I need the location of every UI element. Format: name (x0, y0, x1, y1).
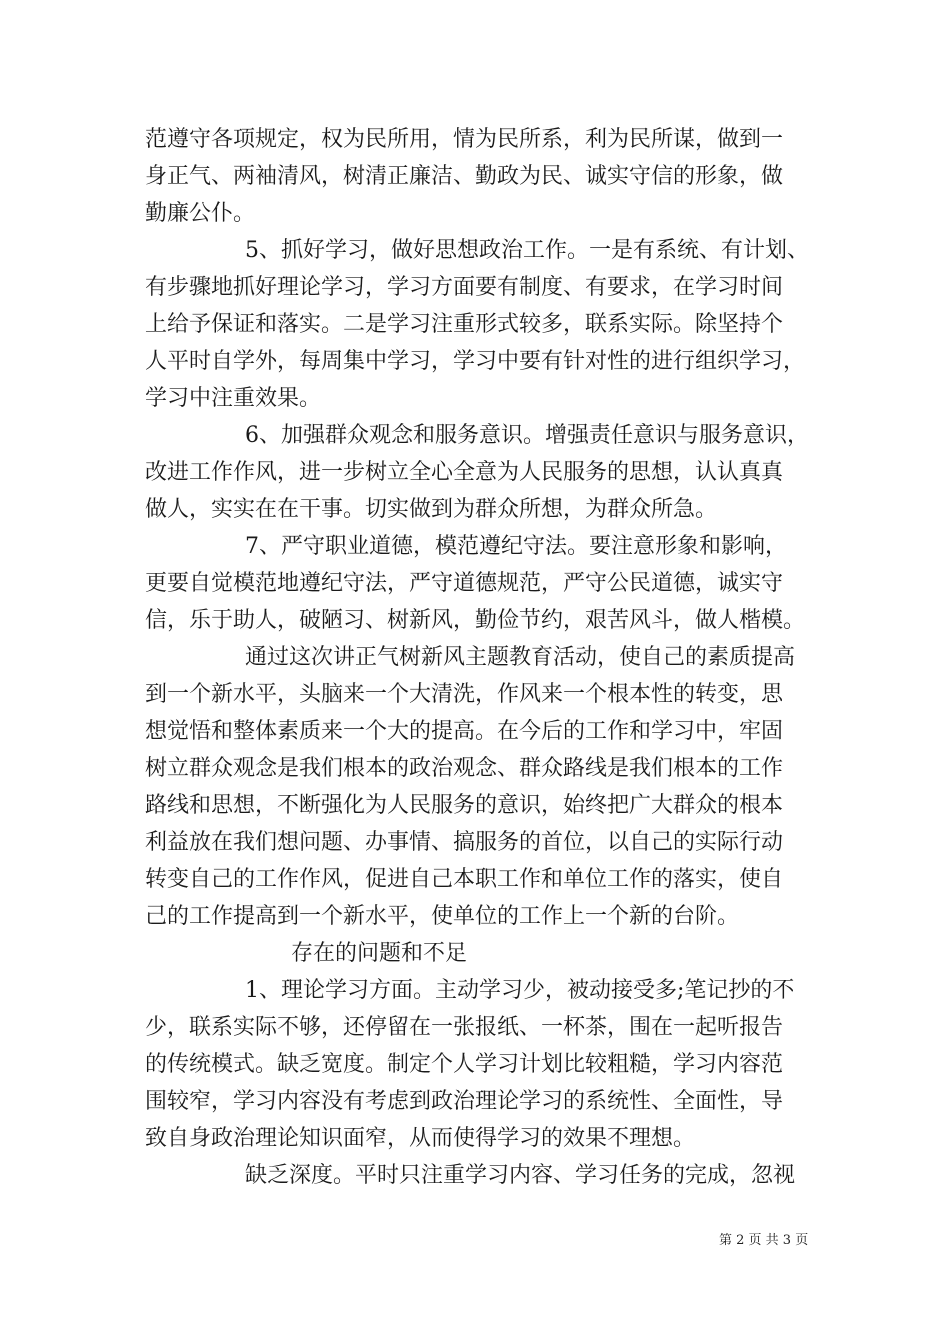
text-line (145, 639, 810, 676)
text-line (145, 343, 810, 380)
text-line-content: 学习中注重效果。 (145, 386, 322, 411)
text-line-content: 少，联系实际不够，还停留在一张报纸、一杯茶，围在一起听报告 (145, 1015, 784, 1040)
text-line-content: 做人，实实在在干事。切实做到为群众所想，为群众所急。 (145, 497, 718, 522)
text-line-content: 围较窄，学习内容没有考虑到政治理论学习的系统性、全面性，导 (145, 1089, 784, 1114)
text-line-content: 5、抓好学习，做好思想政治工作。一是有系统、有计划、 (245, 238, 809, 263)
text-line-content: 6、加强群众观念和服务意识。增强责任意识与服务意识， (245, 423, 809, 448)
text-line (145, 1046, 810, 1083)
text-line-content: 路线和思想，不断强化为人民服务的意识，始终把广大群众的根本 (145, 793, 784, 818)
text-line (145, 1009, 810, 1046)
text-line (145, 195, 810, 232)
text-line (145, 158, 810, 195)
text-line (145, 935, 810, 972)
text-line (145, 1157, 810, 1194)
text-line (145, 306, 810, 343)
text-line (145, 787, 810, 824)
text-line-content: 范遵守各项规定，权为民所用，情为民所系，利为民所谋，做到一 (145, 127, 784, 152)
text-line-content: 到一个新水平，头脑来一个大清洗，作风来一个根本性的转变，思 (145, 682, 784, 707)
text-line-content: 身正气、两袖清风，树清正廉洁、勤政为民、诚实守信的形象，做 (145, 164, 784, 189)
text-line-content: 信，乐于助人，破陋习、树新风，勤俭节约，艰苦风斗，做人楷模。 (145, 608, 806, 633)
page-footer: 第 2 页 共 3 页 (719, 1233, 809, 1248)
text-line-content: 的传统模式。缺乏宽度。制定个人学习计划比较粗糙，学习内容范 (145, 1052, 784, 1077)
text-line (145, 491, 810, 528)
text-line-content: 1、理论学习方面。主动学习少，被动接受多;笔记抄的不 (245, 978, 795, 1003)
text-line-content: 转变自己的工作作风，促进自己本职工作和单位工作的落实，使自 (145, 867, 784, 892)
text-line (145, 1120, 810, 1157)
text-line-content: 想觉悟和整体素质来一个大的提高。在今后的工作和学习中，牢固 (145, 719, 784, 744)
text-line (145, 417, 810, 454)
text-line-content: 有步骤地抓好理论学习，学习方面要有制度、有要求，在学习时间 (145, 275, 784, 300)
text-line (145, 750, 810, 787)
text-line (145, 602, 810, 639)
text-line-content: 改进工作作风，进一步树立全心全意为人民服务的思想，认认真真 (145, 460, 784, 485)
text-line-content: 缺乏深度。平时只注重学习内容、学习任务的完成，忽视 (245, 1163, 796, 1188)
text-line (145, 528, 810, 565)
text-line (145, 121, 810, 158)
text-line (145, 713, 810, 750)
text-line-content: 7、严守职业道德，模范遵纪守法。要注意形象和影响， (245, 534, 787, 559)
text-line (145, 232, 810, 269)
text-line (145, 824, 810, 861)
text-line-content: 勤廉公仆。 (145, 201, 256, 226)
text-line-content: 己的工作提高到一个新水平，使单位的工作上一个新的台阶。 (145, 904, 740, 929)
text-line (145, 676, 810, 713)
text-line (145, 269, 810, 306)
text-line-content: 人平时自学外，每周集中学习，学习中要有针对性的进行组织学习， (145, 349, 806, 374)
text-line (145, 565, 810, 602)
text-line-content: 上给予保证和落实。二是学习注重形式较多，联系实际。除坚持个 (145, 312, 784, 337)
text-line (145, 1083, 810, 1120)
text-line (145, 380, 810, 417)
text-line-content: 通过这次讲正气树新风主题教育活动，使自己的素质提高 (245, 645, 796, 670)
text-line (145, 898, 810, 935)
text-line (145, 972, 810, 1009)
text-line (145, 861, 810, 898)
text-line (145, 454, 810, 491)
text-line-content: 存在的问题和不足 (291, 941, 468, 966)
text-line-content: 树立群众观念是我们根本的政治观念、群众路线是我们根本的工作 (145, 756, 784, 781)
text-line-content: 更要自觉模范地遵纪守法，严守道德规范，严守公民道德，诚实守 (145, 571, 784, 596)
text-line-content: 致自身政治理论知识面窄，从而使得学习的效果不理想。 (145, 1126, 696, 1151)
text-line-content: 利益放在我们想问题、办事情、搞服务的首位，以自己的实际行动 (145, 830, 784, 855)
document-body (145, 121, 810, 1194)
